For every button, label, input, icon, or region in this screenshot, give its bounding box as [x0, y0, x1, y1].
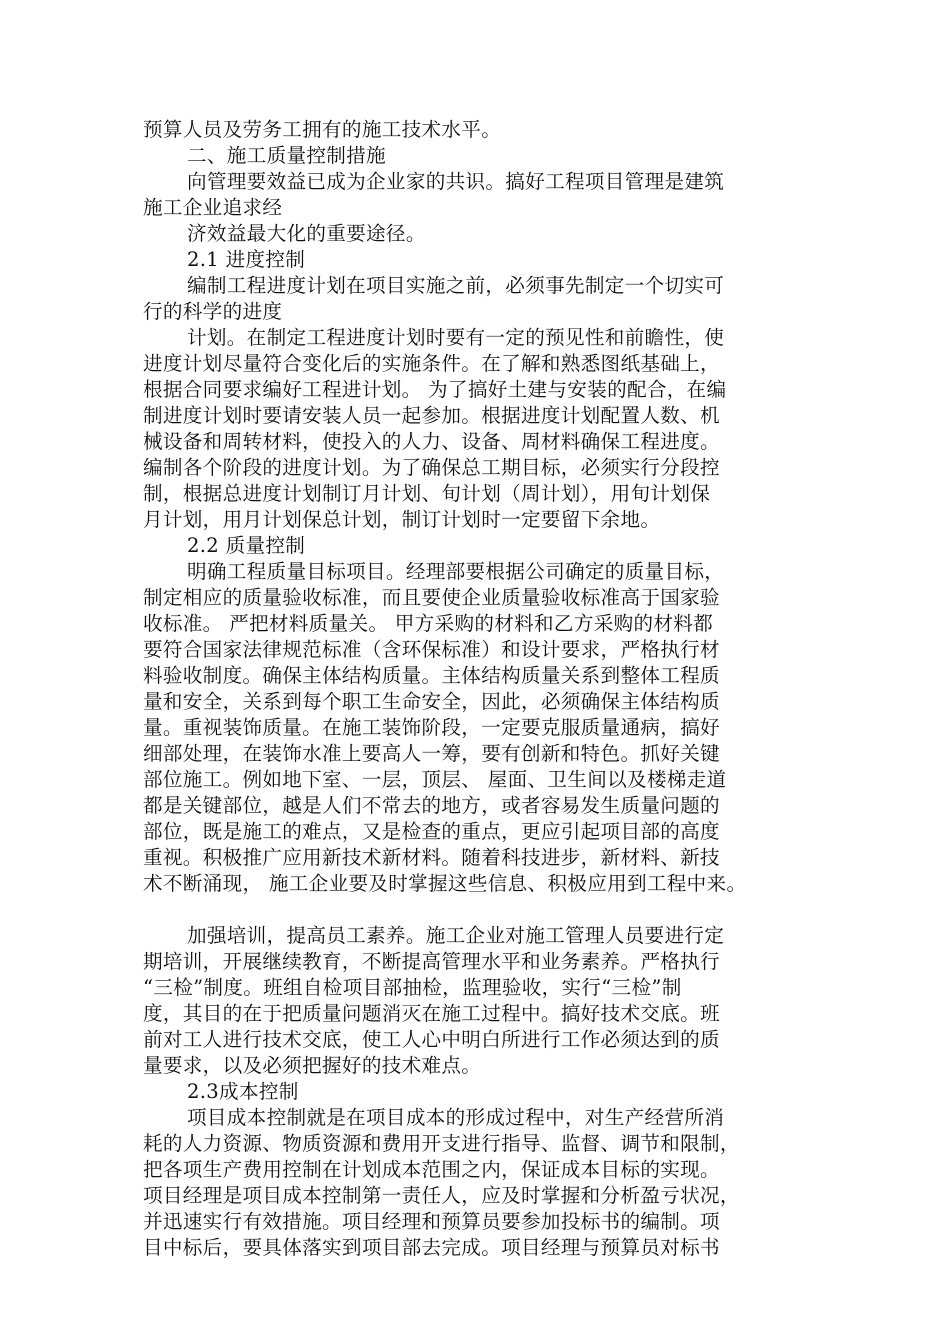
- text-line: 部位，既是施工的难点，又是检查的重点，更应引起项目部的高度: [143, 820, 720, 843]
- text-line: 并迅速实行有效措施。项目经理和预算员要参加投标书的编制。项: [143, 1210, 720, 1233]
- text-line: 进度计划尽量符合变化后的实施条件。在了解和熟悉图纸基础上，: [143, 352, 720, 375]
- text-line: 量要求，以及必须把握好的技术难点。: [143, 1054, 482, 1077]
- text-line: 量和安全，关系到每个职工生命安全，因此，必须确保主体结构质: [143, 690, 720, 713]
- text-line: 明确工程质量目标项目。经理部要根据公司确定的质量目标，: [187, 560, 725, 583]
- text-line: 量。重视装饰质量。在施工装饰阶段，一定要克服质量通病，搞好: [143, 716, 720, 739]
- text-line: 2.2 质量控制: [187, 534, 306, 557]
- text-line: 制，根据总进度计划制订月计划、旬计划（周计划），用旬计划保: [143, 482, 711, 505]
- text-line: 计划。在制定工程进度计划时要有一定的预见性和前瞻性，使: [187, 326, 725, 349]
- document-body: [143, 117, 813, 1261]
- text-line: 收标准。 严把材料质量关。 甲方采购的材料和乙方采购的材料都: [143, 612, 714, 635]
- text-line: 编制工程进度计划在项目实施之前，必须事先制定一个切实可: [187, 274, 725, 297]
- text-line: 制进度计划时要请安装人员一起参加。根据进度计划配置人数、机: [143, 404, 720, 427]
- text-line: 部位施工。例如地下室、一层，顶层、 屋面、卫生间以及楼梯走道: [143, 768, 727, 791]
- text-line: “三检”制度。班组自检项目部抽检，监理验收，实行“三检”制: [143, 976, 682, 999]
- text-line: 2.1 进度控制: [187, 248, 306, 271]
- blank-line: [143, 897, 813, 923]
- text-line: 前对工人进行技术交底，使工人心中明白所进行工作必须达到的质: [143, 1028, 720, 1051]
- text-line: 械设备和周转材料，使投入的人力、设备、周材料确保工程进度。: [143, 430, 720, 453]
- text-line: 目中标后，要具体落实到项目部去完成。项目经理与预算员对标书: [143, 1236, 720, 1259]
- text-line: 月计划，用月计划保总计划，制订计划时一定要留下余地。: [143, 508, 661, 531]
- text-line: 度，其目的在于把质量问题消灭在施工过程中。搞好技术交底。班: [143, 1002, 720, 1025]
- text-line: 济效益最大化的重要途径。: [187, 222, 426, 245]
- text-line: 二、施工质量控制措施: [187, 144, 386, 167]
- text-line: 要符合国家法律规范标准（含环保标准）和设计要求，严格执行材: [143, 638, 720, 661]
- text-line: 向管理要效益已成为企业家的共识。搞好工程项目管理是建筑: [187, 170, 725, 193]
- text-line: 项目经理是项目成本控制第一责任人，应及时掌握和分析盈亏状况，: [143, 1184, 740, 1207]
- text-line: 细部处理，在装饰水准上要高人一筹，要有创新和特色。抓好关键: [143, 742, 720, 765]
- text-line: 施工企业追求经: [143, 196, 283, 219]
- text-line: 项目成本控制就是在项目成本的形成过程中，对生产经营所消: [187, 1106, 725, 1129]
- text-line: 根据合同要求编好工程进计划。 为了搞好土建与安装的配合，在编: [143, 378, 727, 401]
- text-line: 行的科学的进度: [143, 300, 283, 323]
- text-line: 把各项生产费用控制在计划成本范围之内，保证成本目标的实现。: [143, 1158, 720, 1181]
- text-line: 预算人员及劳务工拥有的施工技术水平。: [143, 118, 502, 141]
- text-line: 料验收制度。确保主体结构质量。主体结构质量关系到整体工程质: [143, 664, 720, 687]
- text-line: 重视。积极推广应用新技术新材料。随着科技进步，新材料、新技: [143, 846, 720, 869]
- text-line: 耗的人力资源、物质资源和费用开支进行指导、监督、调节和限制，: [143, 1132, 740, 1155]
- text-line: 期培训，开展继续教育，不断提高管理水平和业务素养。严格执行: [143, 950, 720, 973]
- text-line: 术不断涌现， 施工企业要及时掌握这些信息、积极应用到工程中来。: [143, 872, 747, 895]
- text-line: 编制各个阶段的进度计划。为了确保总工期目标，必须实行分段控: [143, 456, 720, 479]
- text-line: 2.3成本控制: [187, 1080, 299, 1103]
- text-line: 都是关键部位，越是人们不常去的地方，或者容易发生质量问题的: [143, 794, 720, 817]
- text-line: 制定相应的质量验收标准，而且要使企业质量验收标准高于国家验: [143, 586, 720, 609]
- text-line: 加强培训，提高员工素养。施工企业对施工管理人员要进行定: [187, 924, 725, 947]
